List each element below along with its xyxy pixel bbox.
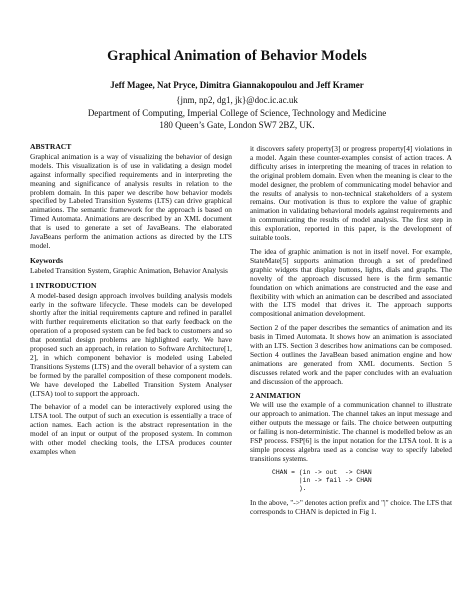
left-column	[30, 143, 232, 462]
introduction-paragraph-2-continued: it discovers safety property[3] or progress property[4] violations in a model. Again these counter-examples consist of action traces. A difficulty arises in interpreting the meaning of traces in relation to the original problem domain. Even when the meaning is clear to the model designer, the problem of communicating model behavior and the results of analysis to non-technical stakeholders of a system remains. Our motivation is thus to explore the value of graphic animation in validating behavioral models against requirements and in communicating the results of model analysis. The first step in this exploration, reported in this paper, is the development of suitable tools.	[250, 144, 452, 243]
abstract-text: Graphical animation is a way of visualizing the behavior of design models. This visualization is of use in validating a design model against informally specified requirements and in interpreting the meaning and significance of analysis results in relation to the problem domain. In this paper we describe how behavior models specified by Labeled Transition Systems (LTS) can drive graphical animations. The semantic framework for the approach is based on Timed Automata. Animations are described by an XML document that is used to generate a set of JavaBeans. The elaborated JavaBeans perform the animation actions as directed by the LTS model.	[30, 151, 232, 250]
right-column	[250, 145, 452, 522]
affiliation: Department of Computing, Imperial College of Science, Technology and Medicine	[87, 108, 387, 118]
introduction-paragraph-2: The behavior of a model can be interactively explored using the LTSA tool. The output of such an execution is essentially a trace of action names. Each action is the abstract representation in the model of an input or output of the proposed system. In common with other model checking tools, the LTSA produces counter examples when	[30, 402, 232, 456]
fsp-code-listing: CHAN = (in -> out -> CHAN |in -> fail -> CHAN ).	[272, 468, 372, 492]
abstract-heading: ABSTRACT	[30, 142, 72, 151]
introduction-heading: 1 INTRODUCTION	[30, 280, 97, 290]
animation-paragraph-2: In the above, "->" denotes action prefix and "|" choice. The LTS that corresponds to CHAN is depicted in Fig 1.	[250, 497, 453, 516]
introduction-paragraph-1: A model-based design approach involves building analysis models early in the software lifecycle. These models can be developed shortly after the initial requirements capture and refined in parallel with further requirements elicitation so that early feedback on the operation of a proposed system can be fed back to customers and so that potential design problems are highlighted early. We have proposed such an approach, in relation to Software Architecture[1, 2], in which component behavior is modeled using Labeled Transitions Systems (LTS) and the overall behavior of a system can be formed by the parallel composition of these component models. We have developed the Labelled Transition System Analyser (LTSA) tool to support the approach.	[30, 290, 232, 398]
keywords-heading: Keywords	[30, 255, 63, 265]
author-list: Jeff Magee, Nat Pryce, Dimitra Giannakopoulou and Jeff Kramer	[110, 80, 364, 90]
address: 180 Queen’s Gate, London SW7 2BZ, UK.	[159, 120, 315, 130]
animation-heading: 2 ANIMATION	[250, 390, 301, 400]
keywords-text: Labeled Transition System, Graphic Animation, Behavior Analysis	[30, 265, 228, 275]
introduction-paragraph-3: The idea of graphic animation is not in itself novel. For example, StateMate[5] supports animation through a set of predefined graphic widgets that display buttons, lights, dials and graphs. The novelty of the approach discussed here is the firm semantic foundation on which animations are constructed and the ease and flexibility with which an animation can be described and associated with the LTS model that drives it. The approach supports compositional animation development.	[250, 246, 452, 319]
paper-title: Graphical Animation of Behavior Models	[107, 48, 367, 64]
introduction-paragraph-4: Section 2 of the paper describes the semantics of animation and its basis in Timed Automata. It shows how an animation is associated with an LTS. Section 3 describes how animations can be composed. Section 4 outlines the JavaBean based animation engine and how animations are generated from XML documents. Section 5 discusses related work and the paper concludes with an evaluation and discussion of the approach.	[250, 323, 452, 386]
animation-paragraph-1: We will use the example of a communication channel to illustrate our approach to animation. The channel takes an input message and either outputs the message or fails. The choice between outputting or failing is non-deterministic. The channel is modelled below as an FSP process. FSP[6] is the input notation for the LTSA tool. It is a simple process algebra used as a concise way to specify labeled transitions systems.	[250, 400, 452, 463]
author-emails: {jnm, np2, dg1, jk}@doc.ic.ac.uk	[176, 95, 298, 105]
